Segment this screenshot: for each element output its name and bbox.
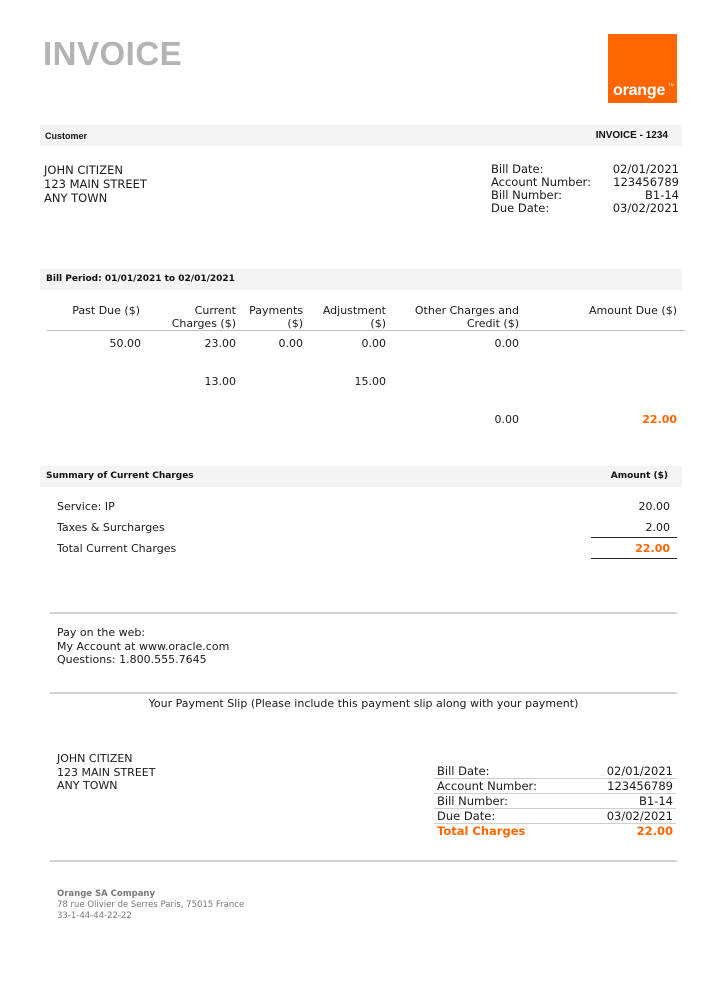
slip-label: Account Number: xyxy=(434,779,578,794)
customer-street: 123 MAIN STREET xyxy=(44,177,147,191)
cell-adjustment: 0.00 xyxy=(361,337,386,350)
bill-date-value: 02/01/2021 xyxy=(612,162,679,176)
slip-label: Due Date: xyxy=(434,809,578,824)
my-account-link[interactable]: My Account at www.oracle.com xyxy=(57,639,230,653)
footer xyxy=(57,889,244,922)
footer-address: 78 rue Olivier de Serres Paris, 75015 France xyxy=(57,900,245,910)
cell-current-charges: 13.00 xyxy=(204,375,236,388)
slip-address xyxy=(57,752,155,793)
footer-divider xyxy=(50,860,677,862)
total-current-charges-label: Total Current Charges xyxy=(57,542,177,555)
summary-item-amount: 2.00 xyxy=(645,521,670,534)
summary-bar xyxy=(40,466,682,487)
total-top-rule xyxy=(591,537,677,538)
summary-item-label: Service: IP xyxy=(57,500,115,513)
customer-town: ANY TOWN xyxy=(44,191,108,205)
customer-name: JOHN CITIZEN xyxy=(44,163,123,177)
payment-slip-title: Your Payment Slip (Please include this payment slip along with your payment) xyxy=(148,697,579,710)
slip-total-label: Total Charges xyxy=(437,824,526,838)
table-header-divider xyxy=(47,330,685,331)
summary-title: Summary of Current Charges xyxy=(46,471,194,481)
slip-row-total xyxy=(434,824,676,839)
customer-address xyxy=(44,163,147,205)
slip-row-account-number xyxy=(434,779,676,794)
slip-value: 03/02/2021 xyxy=(578,809,676,824)
slip-street: 123 MAIN STREET xyxy=(57,765,156,779)
slip-value: 02/01/2021 xyxy=(578,764,676,779)
bill-period-bar xyxy=(40,269,682,290)
payment-slip-divider xyxy=(50,692,677,694)
cell-other-charges: 0.00 xyxy=(494,413,519,426)
pay-web-label: Pay on the web: xyxy=(57,626,146,639)
col-header-payments: Payments ($) xyxy=(249,304,303,330)
col-header-past-due: Past Due ($) xyxy=(72,304,140,317)
invoice-number: INVOICE - 1234 xyxy=(595,130,668,141)
bill-number-value: B1-14 xyxy=(645,188,679,202)
summary-item-label: Taxes & Surcharges xyxy=(57,521,165,534)
cell-past-due: 50.00 xyxy=(109,337,141,350)
col-header-adjustment: Adjustment ($) xyxy=(322,304,386,330)
bill-period-label: Bill Period: 01/01/2021 to 02/01/2021 xyxy=(46,274,235,284)
questions-phone: Questions: 1.800.555.7645 xyxy=(57,653,207,666)
customer-bar xyxy=(40,125,682,146)
cell-amount-due: 22.00 xyxy=(642,413,677,426)
logo-trademark: TM xyxy=(668,82,674,87)
col-header-amount-due: Amount Due ($) xyxy=(588,304,677,317)
slip-row-bill-number xyxy=(434,794,676,809)
payment-slip-table xyxy=(434,764,676,838)
slip-row-bill-date xyxy=(434,764,676,779)
footer-phone: 33-1-44-44-22-22 xyxy=(57,911,132,921)
orange-logo xyxy=(608,34,677,103)
summary-item-amount: 20.00 xyxy=(638,500,670,513)
invoice-title: INVOICE xyxy=(43,35,183,72)
slip-name: JOHN CITIZEN xyxy=(57,752,133,765)
cell-other-charges: 0.00 xyxy=(494,337,519,350)
cell-adjustment: 15.00 xyxy=(354,375,386,388)
account-number-label: Account Number: xyxy=(491,175,591,189)
payment-info xyxy=(57,626,229,667)
bill-number-label: Bill Number: xyxy=(491,188,562,202)
section-divider xyxy=(50,612,677,614)
slip-town: ANY TOWN xyxy=(57,779,118,792)
account-number-value: 123456789 xyxy=(613,175,679,189)
cell-payments: 0.00 xyxy=(278,337,303,350)
footer-company: Orange SA Company xyxy=(57,889,156,899)
slip-label: Bill Number: xyxy=(434,794,578,809)
due-date-value: 03/02/2021 xyxy=(612,201,679,215)
slip-total-value: 22.00 xyxy=(636,824,673,838)
slip-row-due-date xyxy=(434,809,676,824)
customer-label: Customer xyxy=(45,131,88,141)
cell-current-charges: 23.00 xyxy=(204,337,236,350)
slip-value: B1-14 xyxy=(578,794,676,809)
logo-text: orange xyxy=(613,82,666,99)
bill-date-label: Bill Date: xyxy=(491,162,544,176)
total-current-charges-amount: 22.00 xyxy=(635,542,670,555)
summary-amount-header: Amount ($) xyxy=(610,471,668,481)
slip-value: 123456789 xyxy=(578,779,676,794)
due-date-label: Due Date: xyxy=(491,201,550,215)
slip-label: Bill Date: xyxy=(434,764,578,779)
total-bottom-rule xyxy=(591,558,677,559)
col-header-current-charges: Current Charges ($) xyxy=(171,304,236,330)
col-header-other-charges: Other Charges and Credit ($) xyxy=(414,304,519,330)
